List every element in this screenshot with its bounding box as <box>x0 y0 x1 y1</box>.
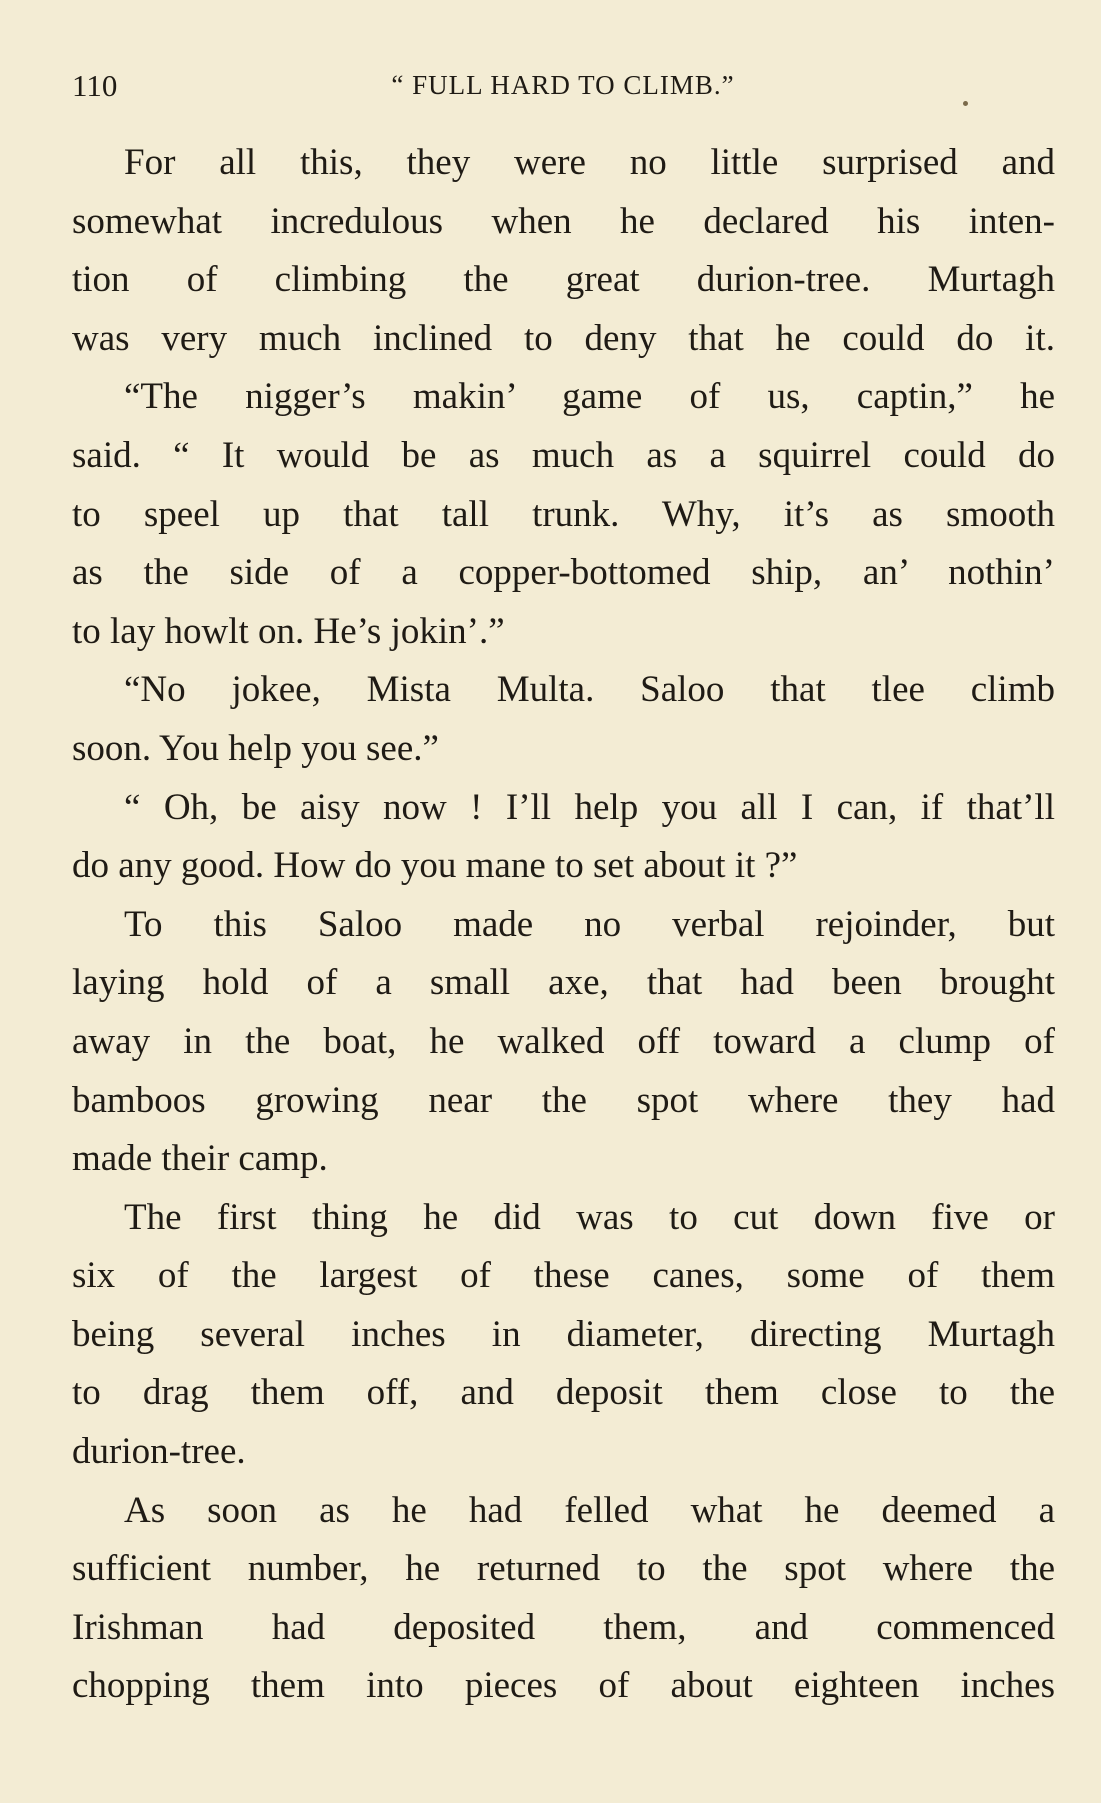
body-text <box>72 134 1055 1716</box>
text-line: laying hold of a small axe, that had been brought <box>72 962 1055 1004</box>
text-line: bamboos growing near the spot where they had <box>72 1079 1055 1121</box>
text-line: soon. You help you see.” <box>72 727 439 769</box>
text-line: being several inches in diameter, directing Murtagh <box>72 1313 1055 1355</box>
text-line: as the side of a copper-bottomed ship, an’ nothin’ <box>72 552 1055 594</box>
running-title: “ FULL HARD TO CLIMB.” <box>391 70 735 100</box>
text-line: sufficient number, he returned to the spot where the <box>72 1548 1055 1590</box>
text-line: to speel up that tall trunk. Why, it’s as smooth <box>72 493 1055 535</box>
text-line: said. “ It would be as much as a squirrel could do <box>72 434 1055 476</box>
text-line: “ Oh, be aisy now ! I’ll help you all I can, if that’ll <box>124 786 1055 828</box>
text-line: For all this, they were no little surprised and <box>124 142 1055 183</box>
text-line: six of the largest of these canes, some of them <box>72 1255 1055 1297</box>
text-line: was very much inclined to deny that he could do it. <box>72 317 1055 359</box>
text-line: away in the boat, he walked off toward a clump of <box>72 1020 1055 1062</box>
text-line: do any good. How do you mane to set about it ?” <box>72 845 798 887</box>
text-line: Irishman had deposited them, and commenced <box>72 1606 1055 1648</box>
page-number: 110 <box>72 68 118 103</box>
text-line: somewhat incredulous when he declared his inten- <box>72 200 1055 242</box>
text-line: “No jokee, Mista Multa. Saloo that tlee climb <box>124 669 1055 711</box>
running-head <box>72 68 1054 108</box>
text-line: made their camp. <box>72 1138 328 1180</box>
text-line: tion of climbing the great durion-tree. Murtagh <box>72 259 1055 301</box>
text-line: to lay howlt on. He’s jokin’.” <box>72 610 505 652</box>
text-line: durion-tree. <box>72 1431 246 1473</box>
text-line: “The nigger’s makin’ game of us, captin,” he <box>124 376 1055 418</box>
text-line: As soon as he had felled what he deemed a <box>124 1489 1055 1531</box>
text-line: The first thing he did was to cut down five or <box>124 1196 1055 1238</box>
text-line: To this Saloo made no verbal rejoinder, but <box>124 903 1055 945</box>
text-line: chopping them into pieces of about eighteen inches <box>72 1665 1055 1707</box>
text-line: to drag them off, and deposit them close to the <box>72 1372 1055 1414</box>
